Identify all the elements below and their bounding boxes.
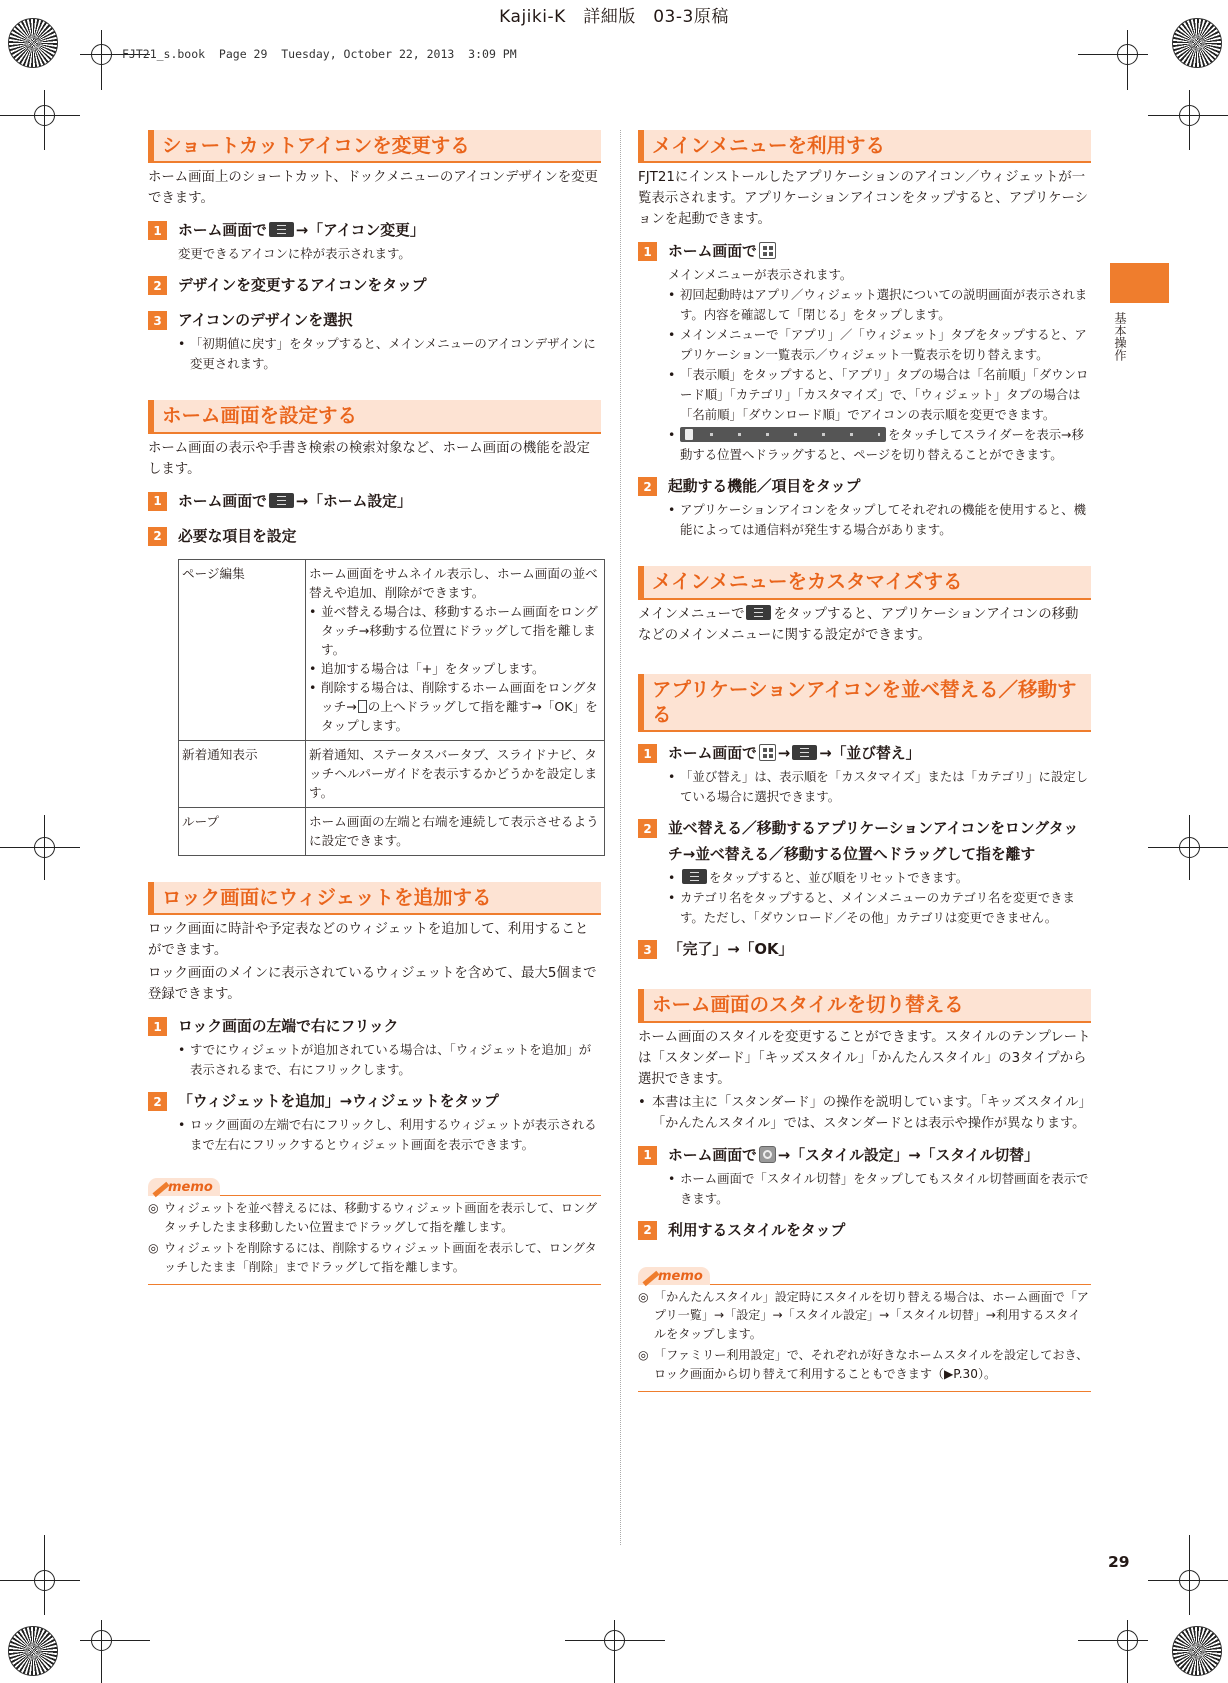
memo-box <box>148 1173 601 1285</box>
section-title: ショートカットアイコンを変更する <box>148 130 601 163</box>
step-text: 「完了」→「OK」 <box>668 941 794 959</box>
step <box>148 1014 601 1040</box>
bullet-item: • カテゴリ名をタップすると、メインメニューのカテゴリ名を変更できます。ただし、「ダウンロード／その他」カテゴリは変更できません。 <box>668 890 1075 926</box>
section-title: ロック画面にウィジェットを追加する <box>148 882 601 915</box>
crop-target <box>1179 1570 1200 1591</box>
page-header-title: Kajiki-K 詳細版 03-3原稿 <box>499 7 729 27</box>
trash-icon <box>358 700 367 713</box>
section-description: ホーム画面の表示や手書き検索の検索対象など、ホーム画面の機能を設定します。 <box>148 440 590 477</box>
crop-target <box>1179 105 1200 126</box>
chapter-label: 基本操作 <box>1113 312 1127 361</box>
bullet-item: • 初回起動時はアプリ／ウィジェット選択についての説明画面が表示されます。内容を確認して「閉じる」をタップします。 <box>668 287 1088 323</box>
step-number: 1 <box>148 221 167 240</box>
step-number: 1 <box>638 242 657 261</box>
memo-label: memo <box>168 1180 213 1196</box>
registration-rosette-br <box>1172 1626 1222 1676</box>
memo-box <box>638 1262 1091 1393</box>
bullet-item: • をタップすると、並び順をリセットできます。 <box>668 870 969 886</box>
memo-item: ◎ 「かんたんスタイル」設定時にスタイルを切り替える場合は、ホーム画面で「アプリ一覧」→「設定」→「スタイル設定」→「スタイル切替」→利用するスタイルをタップします。 <box>638 1289 1089 1341</box>
page-slider-icon <box>680 427 886 442</box>
step-number: 2 <box>148 276 167 295</box>
bullet-item: • アプリケーションアイコンをタップしてそれぞれの機能を使用すると、機能によっては通信料が発生する場合があります。 <box>668 502 1087 538</box>
memo-item: ◎ ウィジェットを削除するには、削除するウィジェット画面を表示して、ロングタッチしたまま「削除」までドラッグして指を離します。 <box>148 1241 597 1274</box>
step <box>148 308 601 334</box>
step-text: ロック画面の左端で右にフリック <box>178 1018 399 1036</box>
step-text: →「ホーム設定」 <box>295 492 412 510</box>
section-description: ホーム画面上のショートカット、ドックメニューのアイコンデザインを変更できます。 <box>148 170 598 207</box>
step-text: 起動する機能／項目をタップ <box>668 478 861 496</box>
bullet-item: • メインメニューで「アプリ」／「ウィジェット」タブをタップすると、アプリケーション一覧表示／ウィジェット一覧表示を切り替えます。 <box>668 327 1087 363</box>
menu-key-icon <box>269 493 294 508</box>
step-number: 2 <box>638 477 657 496</box>
chapter-tab <box>1110 263 1169 303</box>
crop-target <box>604 1630 625 1651</box>
step <box>148 218 601 244</box>
bullet-item: • 「初期値に戻す」をタップすると、メインメニューのアイコンデザインに変更されます。 <box>178 336 596 372</box>
step <box>148 273 601 299</box>
step-text: ホーム画面で <box>178 222 267 240</box>
step <box>148 1089 601 1115</box>
step-note: 変更できるアイコンに枠が表示されます。 <box>178 246 411 262</box>
section-title: アプリケーションアイコンを並べ替える／移動する <box>638 674 1091 733</box>
step-number: 2 <box>638 1221 657 1240</box>
bullet-item: • ホーム画面で「スタイル切替」をタップしてもスタイル切替画面を表示できます。 <box>668 1170 1089 1206</box>
crop-target <box>91 1630 112 1651</box>
step <box>638 937 1091 963</box>
setting-description: ホーム画面をサムネイル表示し、ホーム画面の並べ替えや追加、削除ができます。 • 並べ替える場合は、移動するホーム画面をロングタッチ→移動する位置にドラッグして指を離します。 • 追加する場合は「+」をタップします。 • 削除する場合は、削除するホーム画面をロングタッチ→ の上へドラッグして指を離す→「OK」をタップします。 <box>306 559 605 740</box>
step-text: アイコンのデザインを選択 <box>178 312 353 330</box>
settings-table <box>178 559 605 856</box>
book-info: FJT21_s.book Page 29 Tuesday, October 22, 2013 3:09 PM <box>122 47 517 61</box>
memo-item: ◎ 「ファミリー利用設定」で、それぞれが好きなホームスタイルを設定しておき、ロック画面から切り替えて利用することもできます（▶P.30）。 <box>638 1348 1089 1381</box>
table-row <box>179 740 605 807</box>
step <box>148 524 601 550</box>
section-description: ホーム画面のスタイルを変更することができます。スタイルのテンプレートは「スタンダード」「キッズスタイル」「かんたんスタイル」の3タイプから選択できます。 <box>638 1029 1091 1087</box>
registration-rosette-bl <box>8 1626 58 1676</box>
memo-label: memo <box>658 1268 703 1284</box>
bullet-item: • ロック画面の左端で右にフリックし、利用するウィジェットが表示されるまで左右にフリックするとウィジェット画面を表示できます。 <box>178 1117 597 1153</box>
table-row <box>179 559 605 740</box>
section-description: メインメニューで をタップすると、アプリケーションアイコンの移動などのメインメニューに関する設定ができます。 <box>638 606 1079 643</box>
section-description: FJT21にインストールしたアプリケーションのアイコン／ウィジェットが一覧表示されます。アプリケーションアイコンをタップすると、アプリケーションを起動できます。 <box>638 170 1089 228</box>
step-number: 1 <box>148 1017 167 1036</box>
step-text: ホーム画面で <box>178 492 267 510</box>
section-title: メインメニューをカスタマイズする <box>638 566 1091 599</box>
step: 1 ホーム画面で →「スタイル設定」→「スタイル切替」 <box>638 1143 1091 1169</box>
left-column <box>148 130 601 1285</box>
step-number: 1 <box>638 1146 657 1165</box>
section-description: ロック画面に時計や予定表などのウィジェットを追加して、利用することができます。 <box>148 922 589 959</box>
menu-key-icon <box>269 222 294 237</box>
step-text: デザインを変更するアイコンをタップ <box>178 277 427 295</box>
crop-target <box>34 1570 55 1591</box>
crop-target <box>91 44 112 65</box>
bullet-item: • 「並び替え」は、表示順を「カスタマイズ」または「カテゴリ」に設定している場合に選択できます。 <box>668 769 1089 805</box>
crop-target <box>34 837 55 858</box>
step-text: 利用するスタイルをタップ <box>668 1221 846 1239</box>
bullet-item: • 「表示順」をタップすると、「アプリ」タブの場合は「名前順」「ダウンロード順」「カテゴリ」「カスタマイズ」で、「ウィジェット」タブの場合は「名前順」「ダウンロード順」でアイコンの表示順を変更できます。 <box>668 367 1089 423</box>
step-text: ホーム画面で <box>668 243 757 261</box>
grid-icon <box>759 242 776 259</box>
setting-name: ループ <box>179 807 306 855</box>
menu-key-icon <box>682 869 707 884</box>
grid-icon <box>759 744 776 761</box>
step-text: 並べ替える／移動するアプリケーションアイコンをロングタッチ→並べ替える／移動する位置へドラッグして指を離す <box>668 820 1079 864</box>
menu-key-icon <box>746 605 771 620</box>
memo-item: ◎ ウィジェットを並べ替えるには、移動するウィジェット画面を表示して、ロングタッチしたまま移動したい位置までドラッグして指を離します。 <box>148 1201 597 1234</box>
step-note: メインメニューが表示されます。 <box>668 267 853 283</box>
step-number: 2 <box>148 1092 167 1111</box>
crop-target <box>34 105 55 126</box>
step-number: 3 <box>148 311 167 330</box>
step <box>638 239 1091 265</box>
step-text: 「ウィジェットを追加」→ウィジェットをタップ <box>178 1093 499 1111</box>
setting-description: ホーム画面の左端と右端を連続して表示させるように設定できます。 <box>306 807 605 855</box>
section-title: メインメニューを利用する <box>638 130 1091 163</box>
bullet-item: • 本書は主に「スタンダード」の操作を説明しています。「キッズスタイル」「かんたんスタイル」では、スタンダードとは表示や操作が異なります。 <box>638 1094 1086 1131</box>
step <box>638 1218 1091 1244</box>
step-number: 2 <box>638 819 657 838</box>
section-title: ホーム画面を設定する <box>148 400 601 433</box>
step <box>638 816 1091 868</box>
step: 1 ホーム画面で → →「並び替え」 <box>638 741 1091 767</box>
step-number: 2 <box>148 527 167 546</box>
step <box>638 474 1091 500</box>
step-text: →「アイコン変更」 <box>295 222 425 240</box>
step-text: 必要な項目を設定 <box>178 527 297 545</box>
crop-target <box>1117 1630 1138 1651</box>
step-number: 3 <box>638 940 657 959</box>
bullet-item: • すでにウィジェットが追加されている場合は、「ウィジェットを追加」が表示されるまで、右にフリックします。 <box>178 1042 592 1078</box>
crop-target <box>1117 44 1138 65</box>
column-divider <box>620 130 621 1545</box>
setting-description: 新着通知、ステータスバータブ、スライドナビ、タッチヘルパーガイドを表示するかどうかを設定します。 <box>306 740 605 807</box>
menu-key-icon <box>792 745 817 760</box>
step <box>148 489 601 515</box>
section-title: ホーム画面のスタイルを切り替える <box>638 989 1091 1022</box>
crop-target <box>1179 837 1200 858</box>
settings-icon <box>759 1146 776 1163</box>
step-number: 1 <box>148 492 167 511</box>
step-number: 1 <box>638 744 657 763</box>
page-number: 29 <box>1108 1553 1130 1571</box>
setting-name: ページ編集 <box>179 559 306 740</box>
setting-name: 新着通知表示 <box>179 740 306 807</box>
table-row <box>179 807 605 855</box>
right-column <box>638 130 1091 1392</box>
bullet-item: • をタッチしてスライダーを表示→移動する位置へドラッグすると、ページを切り替えることができます。 <box>668 427 1084 463</box>
section-description: ロック画面のメインに表示されているウィジェットを含めて、最大5個まで登録できます。 <box>148 966 597 1003</box>
